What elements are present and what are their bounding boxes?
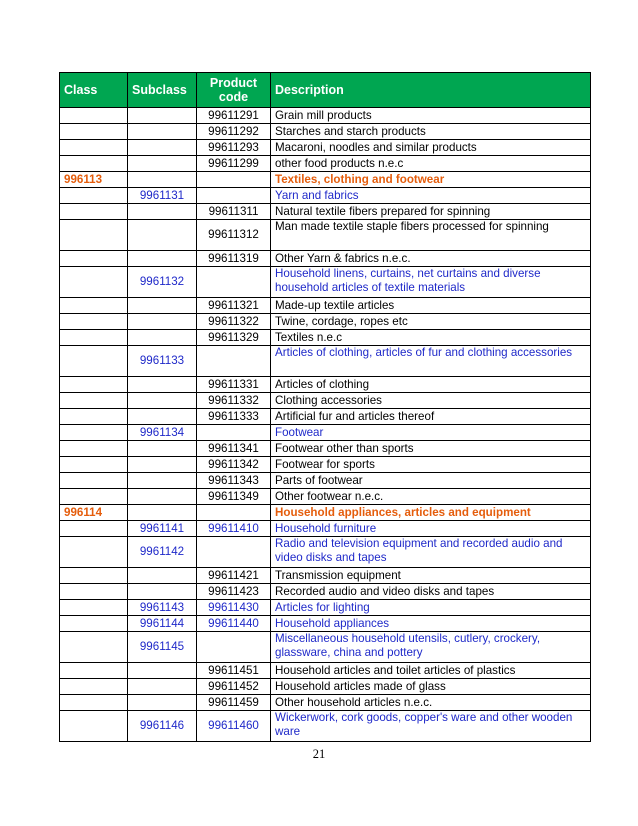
table-row xyxy=(60,600,591,616)
class-cell xyxy=(60,457,128,473)
description-cell: Footwear other than sports xyxy=(271,441,591,457)
class-cell xyxy=(60,584,128,600)
class-cell xyxy=(60,600,128,616)
subclass-cell xyxy=(128,108,197,124)
class-cell xyxy=(60,314,128,330)
description-cell: Household furniture xyxy=(271,521,591,537)
class-cell xyxy=(60,473,128,489)
subclass-cell xyxy=(128,330,197,346)
description-cell: Footwear for sports xyxy=(271,457,591,473)
product-code-cell: 99611329 xyxy=(197,330,271,346)
description-cell: Transmission equipment xyxy=(271,568,591,584)
class-cell xyxy=(60,489,128,505)
subclass-cell xyxy=(128,377,197,393)
description-cell: Footwear xyxy=(271,425,591,441)
table-row xyxy=(60,537,591,568)
table-row xyxy=(60,663,591,679)
product-code-cell xyxy=(197,267,271,298)
product-code-cell: 99611322 xyxy=(197,314,271,330)
product-code-cell: 99611321 xyxy=(197,298,271,314)
description-cell: Wickerwork, cork goods, copper's ware and other wooden ware xyxy=(271,711,591,742)
subclass-cell xyxy=(128,505,197,521)
product-code-cell xyxy=(197,346,271,377)
class-cell xyxy=(60,330,128,346)
product-code-cell: 99611451 xyxy=(197,663,271,679)
table-row xyxy=(60,188,591,204)
description-cell: Twine, cordage, ropes etc xyxy=(271,314,591,330)
table-row xyxy=(60,505,591,521)
table-row xyxy=(60,124,591,140)
subclass-cell xyxy=(128,140,197,156)
table-row xyxy=(60,172,591,188)
table-row xyxy=(60,393,591,409)
product-code-cell: 99611440 xyxy=(197,616,271,632)
table-row xyxy=(60,632,591,663)
header-class: Class xyxy=(60,73,128,108)
product-code-cell: 99611299 xyxy=(197,156,271,172)
subclass-cell xyxy=(128,441,197,457)
product-code-cell xyxy=(197,425,271,441)
description-cell: Made-up textile articles xyxy=(271,298,591,314)
product-code-cell: 99611430 xyxy=(197,600,271,616)
subclass-cell: 9961145 xyxy=(128,632,197,663)
class-cell xyxy=(60,267,128,298)
table-row xyxy=(60,521,591,537)
table-row xyxy=(60,616,591,632)
subclass-cell xyxy=(128,172,197,188)
class-cell xyxy=(60,711,128,742)
header-row xyxy=(60,73,591,108)
subclass-cell xyxy=(128,204,197,220)
product-code-cell: 99611292 xyxy=(197,124,271,140)
product-code-cell: 99611331 xyxy=(197,377,271,393)
page-number: 21 xyxy=(312,747,326,761)
subclass-cell: 9961146 xyxy=(128,711,197,742)
class-cell xyxy=(60,663,128,679)
subclass-cell: 9961132 xyxy=(128,267,197,298)
product-code-cell: 99611333 xyxy=(197,409,271,425)
table-row xyxy=(60,267,591,298)
description-cell: Parts of footwear xyxy=(271,473,591,489)
class-cell xyxy=(60,409,128,425)
table-row xyxy=(60,711,591,742)
product-code-cell: 99611421 xyxy=(197,568,271,584)
class-cell: 996113 xyxy=(60,172,128,188)
class-cell: 996114 xyxy=(60,505,128,521)
description-cell: Textiles n.e.c xyxy=(271,330,591,346)
product-code-cell: 99611343 xyxy=(197,473,271,489)
table-row xyxy=(60,409,591,425)
subclass-cell: 9961133 xyxy=(128,346,197,377)
description-cell: Other Yarn & fabrics n.e.c. xyxy=(271,251,591,267)
class-cell xyxy=(60,441,128,457)
class-cell xyxy=(60,521,128,537)
table-row xyxy=(60,330,591,346)
subclass-cell xyxy=(128,568,197,584)
class-cell xyxy=(60,632,128,663)
table-row xyxy=(60,584,591,600)
product-code-cell: 99611342 xyxy=(197,457,271,473)
class-cell xyxy=(60,188,128,204)
table-row xyxy=(60,679,591,695)
product-code-cell: 99611349 xyxy=(197,489,271,505)
class-cell xyxy=(60,537,128,568)
class-cell xyxy=(60,377,128,393)
product-code-cell xyxy=(197,188,271,204)
table-row xyxy=(60,314,591,330)
subclass-cell xyxy=(128,489,197,505)
product-code-cell: 99611423 xyxy=(197,584,271,600)
subclass-cell: 9961143 xyxy=(128,600,197,616)
class-cell xyxy=(60,251,128,267)
table-row xyxy=(60,377,591,393)
table-row xyxy=(60,441,591,457)
table-row xyxy=(60,695,591,711)
class-cell xyxy=(60,346,128,377)
subclass-cell xyxy=(128,584,197,600)
description-cell: other food products n.e.c xyxy=(271,156,591,172)
table-row xyxy=(60,489,591,505)
description-cell: Artificial fur and articles thereof xyxy=(271,409,591,425)
class-cell xyxy=(60,393,128,409)
subclass-cell xyxy=(128,220,197,251)
class-cell xyxy=(60,108,128,124)
table-row xyxy=(60,346,591,377)
subclass-cell xyxy=(128,679,197,695)
table-body xyxy=(60,108,591,742)
product-code-cell: 99611341 xyxy=(197,441,271,457)
table-row xyxy=(60,220,591,251)
subclass-cell xyxy=(128,457,197,473)
description-cell: Articles of clothing, articles of fur and clothing accessories xyxy=(271,346,591,377)
product-code-cell: 99611460 xyxy=(197,711,271,742)
subclass-cell xyxy=(128,124,197,140)
header-subclass: Subclass xyxy=(128,73,197,108)
description-cell: Man made textile staple fibers processed for spinning xyxy=(271,220,591,251)
description-cell: Radio and television equipment and recorded audio and video disks and tapes xyxy=(271,537,591,568)
product-code-cell: 99611332 xyxy=(197,393,271,409)
class-cell xyxy=(60,425,128,441)
class-cell xyxy=(60,220,128,251)
service-codes-table xyxy=(59,72,591,742)
subclass-cell xyxy=(128,695,197,711)
subclass-cell xyxy=(128,298,197,314)
subclass-cell xyxy=(128,393,197,409)
subclass-cell xyxy=(128,314,197,330)
description-cell: Yarn and fabrics xyxy=(271,188,591,204)
product-code-cell: 99611293 xyxy=(197,140,271,156)
description-cell: Household linens, curtains, net curtains and diverse household articles of textile materials xyxy=(271,267,591,298)
table-row xyxy=(60,568,591,584)
table-row xyxy=(60,473,591,489)
subclass-cell xyxy=(128,473,197,489)
description-cell: Household articles made of glass xyxy=(271,679,591,695)
product-code-cell xyxy=(197,632,271,663)
description-cell: Other household articles n.e.c. xyxy=(271,695,591,711)
subclass-cell: 9961141 xyxy=(128,521,197,537)
description-cell: Miscellaneous household utensils, cutlery, crockery, glassware, china and pottery xyxy=(271,632,591,663)
description-cell: Textiles, clothing and footwear xyxy=(271,172,591,188)
description-cell: Articles of clothing xyxy=(271,377,591,393)
subclass-cell xyxy=(128,156,197,172)
class-cell xyxy=(60,124,128,140)
class-cell xyxy=(60,568,128,584)
subclass-cell: 9961144 xyxy=(128,616,197,632)
description-cell: Natural textile fibers prepared for spinning xyxy=(271,204,591,220)
description-cell: Household articles and toilet articles of plastics xyxy=(271,663,591,679)
product-code-cell: 99611312 xyxy=(197,220,271,251)
description-cell: Starches and starch products xyxy=(271,124,591,140)
subclass-cell xyxy=(128,251,197,267)
table-row xyxy=(60,140,591,156)
table-row xyxy=(60,108,591,124)
class-cell xyxy=(60,204,128,220)
description-cell: Macaroni, noodles and similar products xyxy=(271,140,591,156)
class-cell xyxy=(60,679,128,695)
description-cell: Household appliances, articles and equipment xyxy=(271,505,591,521)
description-cell: Articles for lighting xyxy=(271,600,591,616)
table-row xyxy=(60,425,591,441)
product-code-cell: 99611319 xyxy=(197,251,271,267)
class-cell xyxy=(60,140,128,156)
class-cell xyxy=(60,616,128,632)
description-cell: Recorded audio and video disks and tapes xyxy=(271,584,591,600)
product-code-cell xyxy=(197,537,271,568)
description-cell: Household appliances xyxy=(271,616,591,632)
table-row xyxy=(60,457,591,473)
product-code-cell: 99611459 xyxy=(197,695,271,711)
subclass-cell: 9961134 xyxy=(128,425,197,441)
class-cell xyxy=(60,695,128,711)
class-cell xyxy=(60,156,128,172)
class-cell xyxy=(60,298,128,314)
subclass-cell: 9961131 xyxy=(128,188,197,204)
product-code-cell: 99611311 xyxy=(197,204,271,220)
table-row xyxy=(60,251,591,267)
table-row xyxy=(60,204,591,220)
product-code-cell: 99611410 xyxy=(197,521,271,537)
subclass-cell: 9961142 xyxy=(128,537,197,568)
product-code-cell: 99611452 xyxy=(197,679,271,695)
product-code-cell xyxy=(197,505,271,521)
table-row xyxy=(60,298,591,314)
header-description: Description xyxy=(271,73,591,108)
subclass-cell xyxy=(128,663,197,679)
product-code-cell: 99611291 xyxy=(197,108,271,124)
subclass-cell xyxy=(128,409,197,425)
table-row xyxy=(60,156,591,172)
product-code-cell xyxy=(197,172,271,188)
description-cell: Clothing accessories xyxy=(271,393,591,409)
description-cell: Other footwear n.e.c. xyxy=(271,489,591,505)
description-cell: Grain mill products xyxy=(271,108,591,124)
header-product-code: Product code xyxy=(197,73,271,108)
